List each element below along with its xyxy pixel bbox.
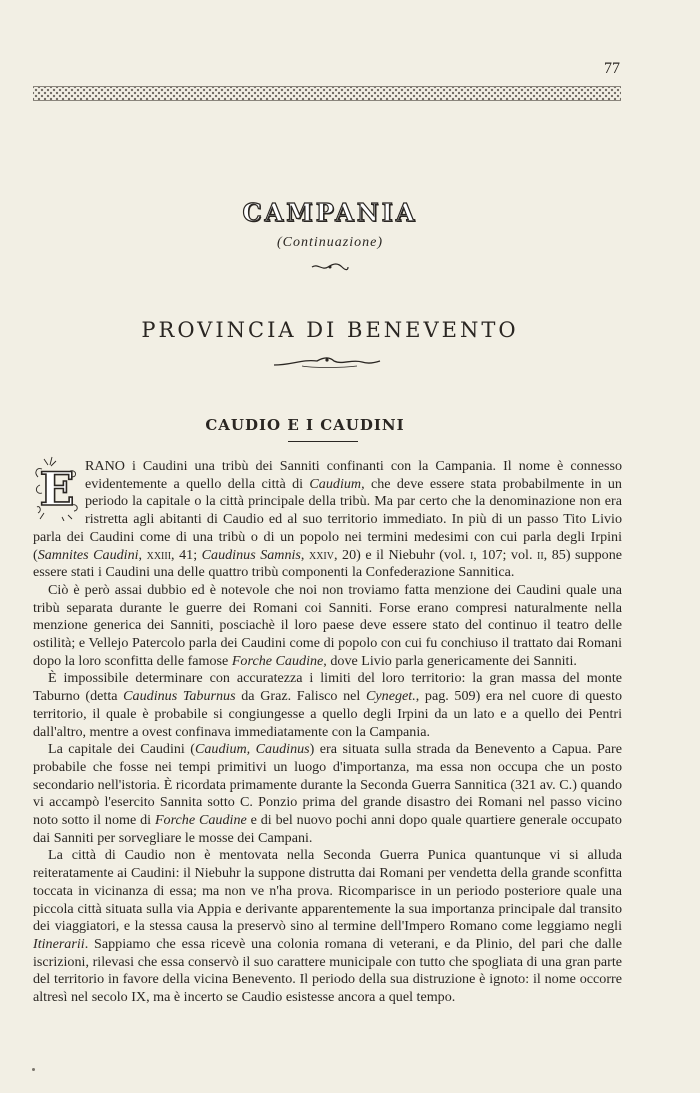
section-heading: CAUDIO E I CAUDINI [205,416,405,434]
page-number: 77 [604,60,620,77]
dropcap-letter: E [39,462,75,516]
paragraph-4: La capitale dei Caudini (Caudium, Caudinus) era situata sulla strada da Benevento a Capua. Pare probabile che fosse nei tempi primitivi un luogo d'importanza, ma essa non occupa che un posto secondario nell'istoria. È ricordata primamente durante la Seconda Guerra Sannitica (321 av. C.) quando vi accampò l'esercito Sannita sotto C. Ponzio prima del grande disastro dei Romani nel passo vicino noto sotto il nome di Forche Caudine e di bel nuovo pochi anni dopo quale quartiere generale occupato dai Sanniti per sorvegliare le mosse dei Campani. [33,741,622,846]
province-heading: PROVINCIA DI BENEVENTO [141,318,519,342]
page-title: CAMPANIA [242,198,418,227]
large-flourish-ornament [272,355,382,369]
page-subtitle: (Continuazione) [277,235,383,250]
paragraph-1: RANO i Caudini una tribù dei Sanniti confinanti con la Campania. Il nome è connesso evidentemente a quello della città di Caudium, che deve essere stata probabilmente in un periodo la capitale o la città principale della tribù. Ma par certo che la denominazione non era ristretta agli abitanti di Caudio ed al suo territorio immediato. In più di un passo Tito Livio parla dei Caudini come di una tribù o di un popolo nei termini medesimi con cui parla degli Irpini (Samnites Caudini, xxiii, 41; Caudinus Samnis, xxiv, 20) e il Niebuhr (vol. i, 107; vol. ii, 85) suppone essere stati i Caudini una delle quattro tribù componenti la Confederazione Sannitica. [33,458,623,581]
paragraph-2: Ciò è però assai dubbio ed è notevole che noi non troviamo fatta menzione dei Caudini quale una tribù separata durante le guerre dei Romani coi Sanniti. Forse erano compresi naturalmente nella menzione generica dei Sanniti, posciachè il loro paese deve essere stato del continuo il teatro delle ostilità; e Vellejo Patercolo parla dei Caudini come di popolo con cui fu conchiuso il trattato dai Romani dopo la loro sconfitta delle famose Forche Caudine, dove Livio parla genericamente dei Sanniti. [33,581,622,669]
stray-ink-mark [32,1068,35,1071]
paragraph-5: La città di Caudio non è mentovata nella Seconda Guerra Punica quantunque vi si alluda reiteratamente ai Caudini: il Niebuhr la suppone distrutta dai Romani per vendetta della grande sconfitta toccata in vicinanza di essa; ma non ve n'ha prova. Ricomparisce in un periodo posteriore quale una piccola città situata sulla via Appia e derivante apparentemente la sua importanza principale dal transito dei viaggiatori, e la stessa causa la preservò sino al termine dell'Impero Romano come leggiamo negli Itinerarii. Sappiamo che essa ricevè una colonia romana di veterani, e da Plinio, del pari che dalle iscrizioni, rilevasi che essa conservò il suo carattere municipale con tutto che spogliata di una gran parte del territorio in favore della vicina Benevento. Il periodo della sua distruzione è ignoto: il nome occorre altresì nel secolo IX, ma è incerto se Caudio esistesse ancora a quel tempo. [33,847,622,1006]
body-text [33,458,622,1007]
section-heading-rule [288,441,358,442]
small-flourish-ornament [310,262,350,272]
ornamental-header-band [33,86,621,101]
paragraph-3: È impossibile determinare con accuratezza i limiti del loro territorio: la gran massa del monte Taburno (detta Caudinus Taburnus da Graz. Falisco nel Cyneget., pag. 509) era nel cuore di questo territorio, il quale è probabile si congiungesse a quello degli Irpini da un lato e a quello dei Pentri dall'altro, mentre a ovest confinava immediatamente con la Campania. [33,670,623,740]
